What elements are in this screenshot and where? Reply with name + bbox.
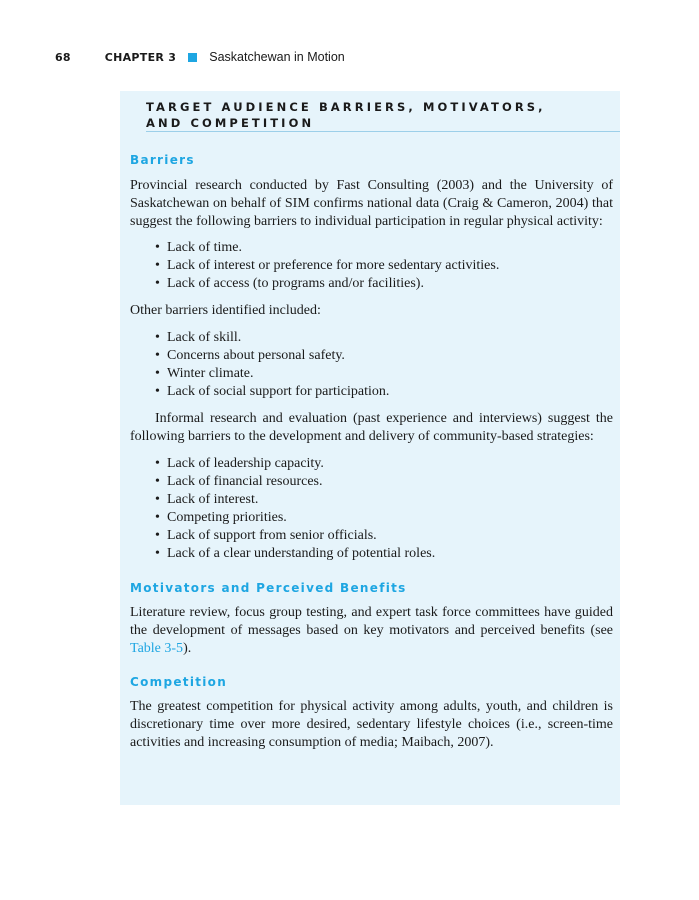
list-item: • Competing priorities.: [155, 509, 612, 527]
list-item: • Lack of time.: [155, 239, 612, 257]
list-item: • Lack of support from senior officials.: [155, 527, 612, 545]
box-title: [146, 99, 620, 132]
list-item: • Lack of interest.: [155, 491, 612, 509]
square-bullet-icon: [188, 53, 197, 62]
list-item: • Lack of skill.: [155, 329, 612, 347]
other-barriers-intro: Other barriers identified included:: [130, 303, 321, 318]
box-title-line-2: AND COMPETITION: [146, 116, 315, 130]
list-item: • Lack of interest or preference for more sedentary activities.: [155, 257, 612, 275]
page-number: 68: [55, 50, 71, 64]
list-item: • Lack of financial resources.: [155, 473, 612, 491]
table-3-5-link[interactable]: Table 3-5: [130, 641, 184, 656]
barriers-heading: Barriers: [130, 153, 195, 167]
chapter-label: CHAPTER 3: [104, 50, 177, 64]
motivators-heading: Motivators and Perceived Benefits: [130, 581, 407, 595]
list-item: • Lack of social support for participation.: [155, 383, 612, 401]
motivators-text-end: ).: [183, 641, 192, 656]
barriers-list-3: [130, 455, 612, 563]
barriers-intro-paragraph: Provincial research conducted by Fast Consulting (2003) and the University of Saskatchewan on behalf of SIM confirms national data (Craig & Cameron, 2004) that suggest the following barriers to individual participation in regular physical activity:: [130, 178, 613, 229]
motivators-paragraph: [130, 604, 613, 658]
list-item: • Lack of a clear understanding of potential roles.: [155, 545, 612, 563]
list-item: • Lack of access (to programs and/or facilities).: [155, 275, 612, 293]
list-item: • Winter climate.: [155, 365, 612, 383]
list-item: • Lack of leadership capacity.: [155, 455, 612, 473]
competition-heading: Competition: [130, 675, 228, 689]
informal-research-paragraph: Informal research and evaluation (past experience and interviews) suggest the following barriers to the development and delivery of community-based strategies:: [130, 411, 613, 444]
box-title-line-1: TARGET AUDIENCE BARRIERS, MOTIVATORS,: [146, 100, 546, 114]
competition-paragraph: The greatest competition for physical activity among adults, youth, and children is discretionary time over more desired, sedentary lifestyle choices (i.e., screen-time activities and increasing consumption of media; Maibach, 2007).: [130, 699, 613, 750]
motivators-text: Literature review, focus group testing, and expert task force committees have guided the development of messages based on key motivators and perceived benefits (see: [130, 605, 613, 638]
chapter-title: Saskatchewan in Motion: [209, 50, 345, 64]
barriers-list-1: [130, 239, 612, 293]
barriers-list-2: [130, 329, 612, 401]
running-head: [55, 48, 345, 66]
list-item: • Concerns about personal safety.: [155, 347, 612, 365]
sidebar-box: [120, 91, 620, 805]
